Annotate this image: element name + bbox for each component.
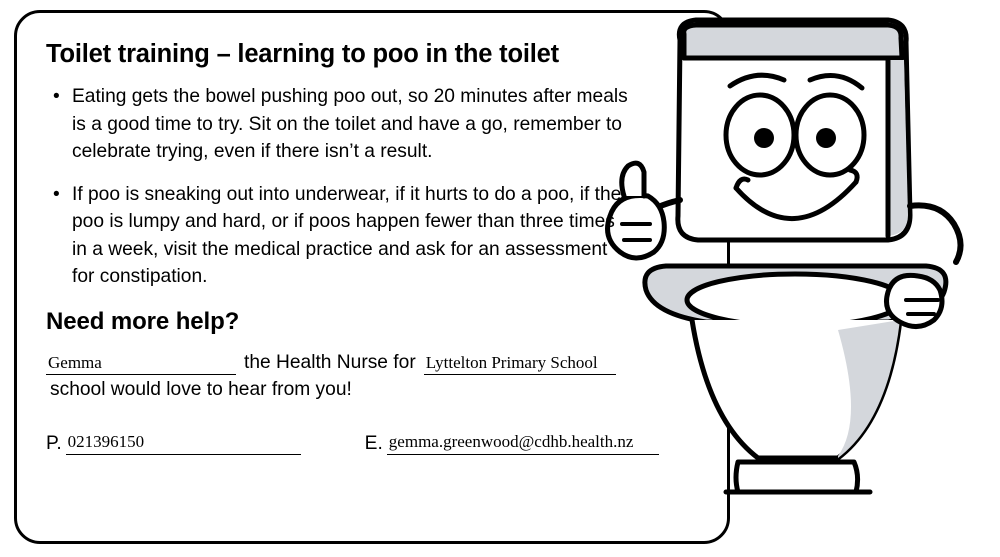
contact-trailing-text: school would love to hear from you! xyxy=(50,379,352,401)
school-name-field[interactable]: Lyttelton Primary School xyxy=(424,352,616,375)
toilet-base xyxy=(736,462,858,492)
email-field[interactable]: gemma.greenwood@cdhb.health.nz xyxy=(387,431,659,454)
right-arm xyxy=(910,205,961,262)
list-item xyxy=(46,181,632,290)
contact-details-row xyxy=(46,431,666,454)
advice-list xyxy=(46,83,666,290)
nurse-name-field[interactable]: Gemma xyxy=(46,352,236,375)
list-item-text: If poo is sneaking out into underwear, if it hurts to do a poo, if the poo is lumpy and hard, or if poos happen fewer than three times in a week, visit the medical practice and ask for an assessment for constipation. xyxy=(72,184,622,287)
list-item xyxy=(46,83,632,165)
phone-field[interactable]: 021396150 xyxy=(66,431,301,454)
email-label: E. xyxy=(364,432,383,454)
cistern-top-shade xyxy=(684,25,902,58)
contact-name-row xyxy=(46,352,666,375)
bullet-marker: • xyxy=(53,86,60,108)
page-title: Toilet training – learning to poo in the toilet xyxy=(46,40,559,68)
bullet-marker: • xyxy=(53,184,60,206)
list-item-text: Eating gets the bowel pushing poo out, so 20 minutes after meals is a good time to try. Sit on the toilet and have a go, remember to celebrate trying, even if there isn’t a result. xyxy=(72,86,628,162)
bowl-opening xyxy=(687,274,903,326)
left-pupil xyxy=(754,128,774,148)
card-content xyxy=(46,40,666,455)
contact-middle-text: the Health Nurse for xyxy=(244,352,416,374)
help-heading: Need more help? xyxy=(46,308,240,336)
right-pupil xyxy=(816,128,836,148)
phone-label: P. xyxy=(46,432,62,454)
